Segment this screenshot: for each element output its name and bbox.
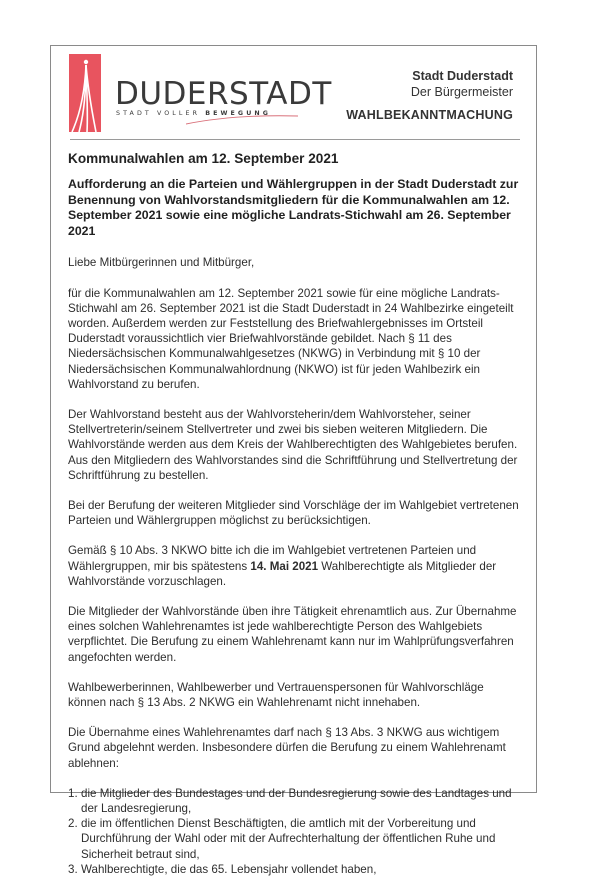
sender-block xyxy=(411,68,513,100)
paragraph-vorschlaege: Bei der Berufung der weiteren Mitglieder sind Vorschläge der im Wahlgebiet vertretenen Parteien und Wählergruppen möglichst zu berücksichtigen. xyxy=(68,499,519,528)
header-divider xyxy=(70,139,520,140)
document-subtitle: Aufforderung an die Parteien und Wählergruppen in der Stadt Duderstadt zur Benennung von Wahlvorstandsmitgliedern für die Kommunalwahlen am 12. September 2021 sowie eine mögliche Landrats-Stichwahl am 26. September 2021 xyxy=(68,177,519,238)
sender-office: Der Bürgermeister xyxy=(410,85,513,99)
paragraph-deadline: Gemäß § 10 Abs. 3 NKWO bitte ich die im Wahlgebiet vertretenen Parteien und Wählergruppen, mir bis spätestens 14. Mai 2021 Wahlberechtigte als Mitglieder der Wahlvorstände vorzuschlagen. xyxy=(68,544,497,588)
document-title: Kommunalwahlen am 12. September 2021 xyxy=(68,151,339,166)
ablehnung-list xyxy=(68,786,523,877)
logo-wordmark: DUDERSTADT xyxy=(115,76,332,112)
paragraph-wahlbewerber: Wahlbewerberinnen, Wahlbewerber und Vertrauenspersonen für Wahlvorschläge können nach § 13 Abs. 2 NKWG ein Wahlehrenamt nicht innehaben. xyxy=(68,680,484,710)
logo-tagline: STADT VOLLER BEWEGUNG xyxy=(116,110,272,117)
paragraph-wahlbezirke: für die Kommunalwahlen am 12. September 2021 sowie für eine mögliche Landrats-Stichwahl am 26. September 2021 ist die Stadt Duderstadt in 24 Wahlbezirke eingeteilt worden. Außerdem werden zur Feststellung des Briefwahlergebnisses im Ortsteil Duderstadt voraussichtlich vier Briefwahlvorstände gebildet. Nach § 11 des Niedersächsischen Kommunalwahlgesetzes (NKWG) in Verbindung mit § 10 der Niedersächsischen Kommunalwahlordnung (NKWO) ist für jeden Wahlbezirk ein Wahlvorstand zu berufen. xyxy=(68,286,514,391)
logo-swoosh-icon xyxy=(186,113,298,125)
paragraph-ehrenamt: Die Mitglieder der Wahlvorstände üben ihre Tätigkeit ehrenamtlich aus. Zur Übernahme eines solchen Wahlehrenamtes ist jede wahlberechtigte Person des Wahlgebiets verpflichtet. Die Berufung zu einem Wahlehrenamt kann nur im Wahlprüfungsverfahren angefochten werden. xyxy=(68,605,517,664)
sender-organization: Stadt Duderstadt xyxy=(412,69,513,83)
salutation: Liebe Mitbürgerinnen und Mitbürger, xyxy=(68,256,255,270)
document-body xyxy=(68,150,523,877)
paragraph-wahlvorstand: Der Wahlvorstand besteht aus der Wahlvorsteherin/dem Wahlvorsteher, seiner Stellvertreterin/seinem Stellvertreter und zwei bis sieben weiteren Mitgliedern. Die Wahlvorstände werden aus dem Kreis der Wahlberechtigten des Wahlgebietes berufen. Aus den Mitgliedern des Wahlvorstandes sind die Schriftführung und Stellvertretung der Schriftführung zu bestellen. xyxy=(68,408,518,482)
list-item: 3. Wahlberechtigte, die das 65. Lebensjahr vollendet haben, xyxy=(68,862,377,876)
list-item: 1. die Mitglieder des Bundestages und der Bundesregierung sowie des Landtages und der Landesregierung, xyxy=(68,786,512,816)
deadline-date: 14. Mai 2021 xyxy=(250,559,319,573)
list-item: 2. die im öffentlichen Dienst Beschäftigten, die amtlich mit der Vorbereitung und Durchführung der Wahl oder mit der Aufrechterhaltung der öffentlichen Ruhe und Sicherheit betraut sind, xyxy=(68,817,496,861)
duderstadt-logo-icon xyxy=(69,54,101,132)
paragraph-ablehnung: Die Übernahme eines Wahlehrenamtes darf nach § 13 Abs. 3 NKWG aus wichtigem Grund abgelehnt werden. Insbesondere dürfen die Berufung zu einem Wahlehrenamt ablehnen: xyxy=(68,726,506,770)
notice-type: WAHLBEKANNTMACHUNG xyxy=(346,108,513,122)
